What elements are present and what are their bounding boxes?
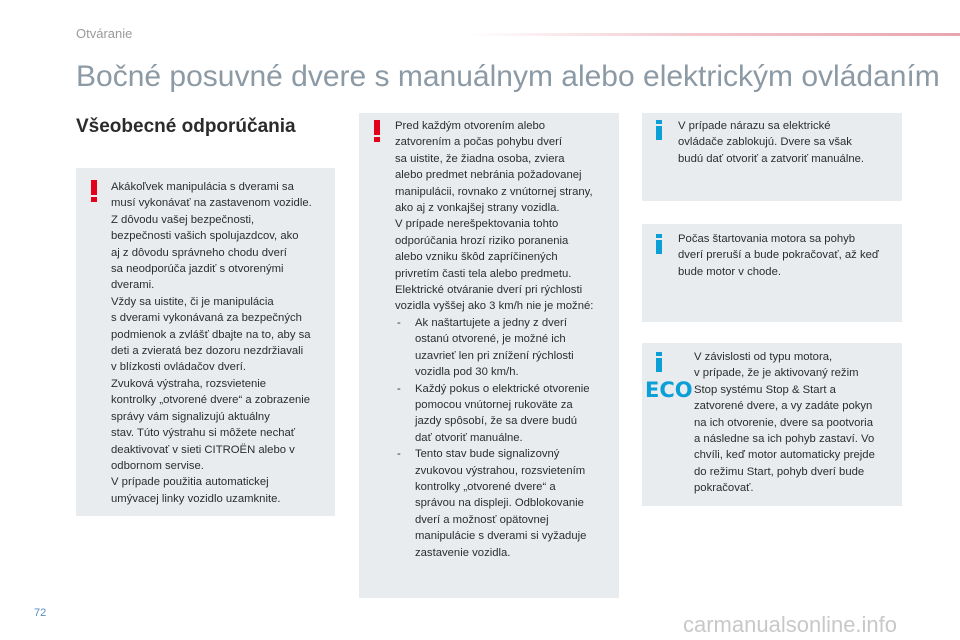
- list-item: [395, 446, 617, 561]
- section-label: Otváranie: [76, 26, 133, 41]
- text-line: manipulácie s dverami si vyžaduje: [415, 530, 587, 543]
- text-line: ostanú otvorené, je možné ich: [415, 333, 566, 346]
- text-line: do režimu Start, pohyb dverí bude: [694, 465, 865, 478]
- text-line: v prípade, že je aktivovaný režim: [694, 367, 859, 380]
- text-line: pomocou vnútornej rukoväte za: [415, 398, 573, 411]
- text-line: aj z dôvodu správneho chodu dverí: [111, 246, 287, 259]
- text-line: bude motor v chode.: [678, 265, 781, 278]
- text-line: Zvuková výstraha, rozsvietenie: [111, 377, 267, 390]
- text-line: zastavenie vozidla.: [415, 546, 511, 559]
- info-icon: [655, 120, 663, 140]
- text-line: manipulácii, rovnako z vnútornej strany,: [395, 185, 593, 198]
- text-line: deaktivovať v sieti CITROËN alebo v: [111, 443, 295, 456]
- text-line: na ich otvorenie, dvere sa pootvoria: [694, 416, 873, 429]
- text-line: správou na displeji. Odblokovanie: [415, 497, 584, 510]
- text-line: Elektrické otváranie dverí pri rýchlosti: [395, 284, 583, 297]
- text-line: odporúčania hrozí riziko poranenia: [395, 234, 569, 247]
- warning-icon: [90, 180, 98, 202]
- watermark: carmanualsonline.info: [683, 612, 898, 637]
- info-text-stopstart: [694, 349, 900, 497]
- text-line: sa uistite, že žiadna osoba, zviera: [395, 152, 565, 165]
- text-line: - Ak naštartujete a jedny z dverí: [415, 316, 567, 329]
- text-line: deti a zvieratá bez dozoru nezdržiavali: [111, 345, 304, 358]
- text-line: budú dať otvoriť a zatvoriť manuálne.: [678, 152, 865, 165]
- text-line: Pred každým otvorením alebo: [395, 120, 546, 132]
- text-line: zvukovou výstrahou, rozsvietením: [415, 464, 586, 477]
- text-line: V prípade použitia automatickej: [111, 476, 269, 489]
- text-line: odbornom servise.: [111, 459, 204, 472]
- page-number: 72: [34, 607, 47, 619]
- info-icon: [655, 234, 663, 254]
- text-line: Z dôvodu vašej bezpečnosti,: [111, 213, 255, 226]
- warning-icon: [373, 120, 381, 142]
- text-line: uzavrieť len pri znížení rýchlosti: [415, 349, 574, 362]
- list-item: [395, 381, 617, 447]
- text-line: Počas štartovania motora sa pohyb: [678, 233, 856, 245]
- text-line: podmienok a zvlášť dbajte na to, aby sa: [111, 328, 311, 341]
- text-line: zatvorením a počas pohybu dverí: [395, 136, 563, 149]
- text-line: stav. Túto výstrahu si môžete nechať: [111, 427, 296, 440]
- warning-text-motion: [395, 118, 617, 561]
- info-text-crash: [678, 118, 900, 167]
- text-line: alebo predmet nebránia požadovanej: [395, 169, 582, 182]
- text-line: dverami.: [111, 279, 155, 292]
- text-line: vozidla vyššej ako 3 km/h nie je možné:: [395, 300, 594, 313]
- text-line: a následne sa ich pohyb zastaví. Vo: [694, 433, 875, 446]
- text-line: Stop systému Stop & Start a: [694, 383, 836, 396]
- text-line: v blízkosti ovládačov dverí.: [111, 361, 246, 374]
- warning-text-general: [111, 179, 333, 507]
- text-line: správy vám signalizujú aktuálny: [111, 410, 270, 423]
- text-line: s dverami vykonávaná za bezpečných: [111, 312, 302, 325]
- text-line: kontrolky „otvorené dvere“ a: [415, 480, 556, 493]
- text-line: V závislosti od typu motora,: [694, 351, 833, 363]
- text-line: chvíli, keď motor automaticky prejde: [694, 449, 875, 462]
- info-icon: [655, 352, 663, 372]
- text-line: alebo vzniku škôd zapríčinených: [395, 251, 558, 264]
- eco-icon: ECO: [645, 378, 693, 402]
- text-line: bezpečnosti vašich spolujazdcov, ako: [111, 230, 299, 243]
- text-line: dať otvoriť manuálne.: [415, 431, 523, 444]
- info-text-start: [678, 231, 900, 280]
- text-line: ovládače zablokujú. Dvere sa však: [678, 136, 852, 149]
- text-line: vozidla pod 30 km/h.: [415, 366, 519, 379]
- text-line: - Tento stav bude signalizovný: [415, 448, 560, 461]
- text-line: Akákoľvek manipulácia s dverami sa: [111, 181, 294, 193]
- text-line: jazdy spôsobí, že sa dvere budú: [415, 415, 578, 428]
- text-line: ako aj z vonkajšej strany vozidla.: [395, 202, 560, 215]
- text-line: sa neodporúča jazdiť s otvorenými: [111, 263, 284, 276]
- text-line: kontrolky „otvorené dvere“ a zobrazenie: [111, 394, 311, 407]
- list-item: [395, 315, 617, 381]
- page-title: Bočné posuvné dvere s manuálnym alebo elektrickým ovládaním: [76, 60, 940, 93]
- text-line: umývacej linky vozidlo uzamknite.: [111, 492, 281, 505]
- text-line: dverí a možnosť opätovnej: [415, 513, 549, 526]
- text-line: V prípade nerešpektovania tohto: [395, 218, 559, 231]
- header-rule: [470, 33, 960, 36]
- text-line: dverí preruší a bude pokračovať, až keď: [678, 249, 879, 262]
- text-line: Vždy sa uistite, či je manipulácia: [111, 295, 274, 308]
- text-line: - Každý pokus o elektrické otvorenie: [415, 382, 590, 395]
- general-heading: Všeobecné odporúčania: [76, 116, 296, 137]
- speed-bullets: [395, 315, 617, 561]
- text-line: zatvorené dvere, a vy zadáte pokyn: [694, 400, 873, 413]
- text-line: pokračovať.: [694, 482, 754, 495]
- text-line: musí vykonávať na zastavenom vozidle.: [111, 197, 312, 210]
- text-line: V prípade nárazu sa elektrické: [678, 120, 831, 132]
- text-line: privretím časti tela alebo predmetu.: [395, 267, 572, 280]
